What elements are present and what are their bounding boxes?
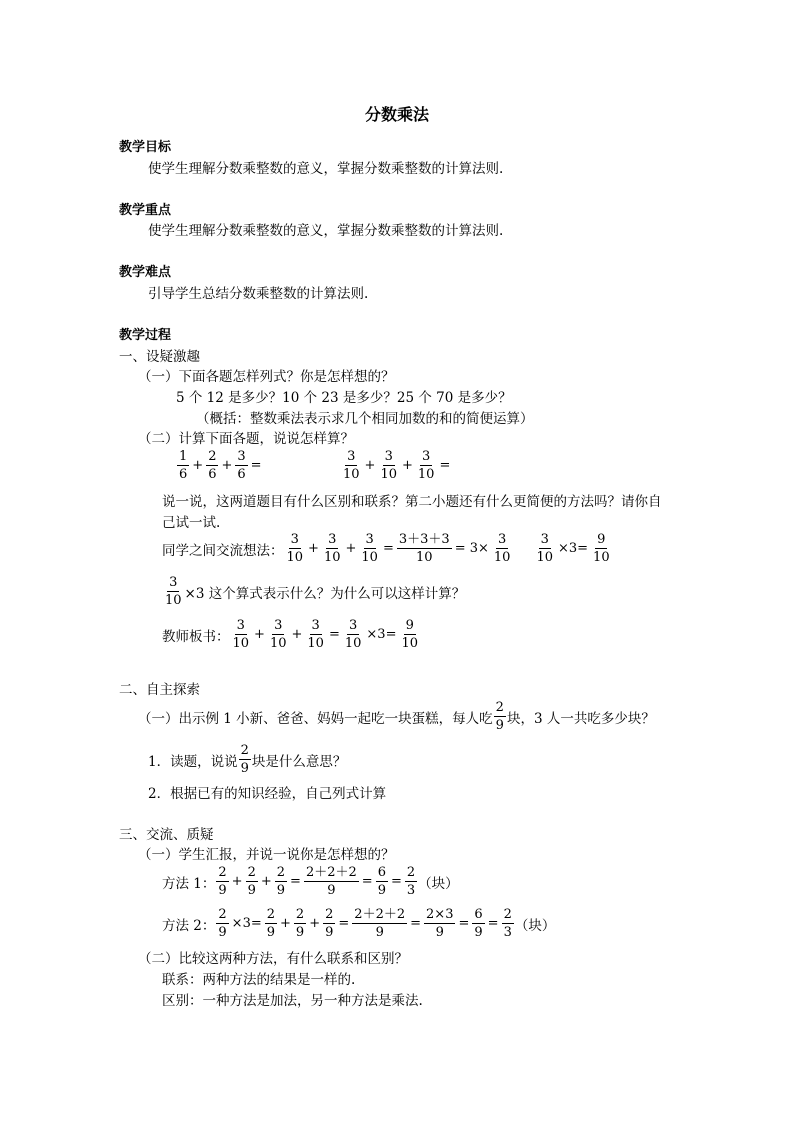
denominator: 10 xyxy=(361,550,378,565)
method1-label: 方法 1： xyxy=(162,875,216,892)
page-title: 分数乘法 xyxy=(364,105,429,124)
denominator: 10 xyxy=(343,467,360,482)
fraction xyxy=(285,533,306,564)
step1-text-b: 块是什么意思？ xyxy=(251,753,347,770)
fraction xyxy=(322,533,343,564)
plus-sign: + xyxy=(291,627,303,642)
numerator: 1 xyxy=(179,449,188,464)
equals-times-three: = 3× xyxy=(454,541,489,556)
fraction xyxy=(305,619,326,650)
plus-sign: + xyxy=(254,627,265,642)
denominator: 9 xyxy=(495,718,504,733)
numerator: 9 xyxy=(597,532,606,547)
denominator: 9 xyxy=(218,883,227,898)
method2-line xyxy=(162,908,555,939)
example1-text-b: 块，3 人一共吃多少块？ xyxy=(506,710,655,727)
section3-part1: （一）学生汇报，并说一说你是怎样想的？ xyxy=(138,847,395,863)
plus-sign: + xyxy=(345,541,357,556)
denominator: 10 xyxy=(417,467,435,482)
denominator: 3 xyxy=(406,883,416,898)
fraction xyxy=(378,450,399,481)
denominator: 6 xyxy=(179,467,188,482)
unit-label: （块） xyxy=(418,875,459,892)
difficult-heading: 教学难点 xyxy=(119,265,172,280)
denominator: 10 xyxy=(323,550,341,565)
denominator: 10 xyxy=(416,550,433,565)
section1-part2: （二）计算下面各题，说说怎样算？ xyxy=(138,431,354,447)
numerator: 2 xyxy=(208,449,217,464)
denominator: 10 xyxy=(344,636,362,651)
expression-tenths xyxy=(340,450,452,481)
fraction xyxy=(216,908,228,939)
plus-sign: + xyxy=(308,541,319,556)
fraction xyxy=(216,866,228,897)
numerator: 3 xyxy=(422,449,431,464)
numerator: 2 xyxy=(218,865,227,880)
section2-title: 二、自主探索 xyxy=(119,682,200,698)
fraction xyxy=(323,908,335,939)
denominator: 9 xyxy=(266,925,276,940)
denominator: 9 xyxy=(295,925,305,940)
denominator: 10 xyxy=(307,636,324,651)
denominator: 9 xyxy=(375,925,384,940)
difference-text: 区别：一种方法是加法，另一种方法是乘法. xyxy=(162,993,423,1009)
goal-text: 使学生理解分数乘整数的意义，掌握分数乘整数的计算法则. xyxy=(148,161,504,177)
numerator: 3 xyxy=(347,449,356,464)
numerator: 3 xyxy=(237,449,246,464)
equals-sign: = xyxy=(410,916,422,931)
fraction xyxy=(399,619,420,650)
numerator: 2 xyxy=(240,743,249,758)
plus-sign: + xyxy=(402,458,413,473)
plus-sign: + xyxy=(364,458,376,473)
fraction xyxy=(294,908,306,939)
equals-sign: = xyxy=(390,874,402,889)
equals-sign: = xyxy=(458,916,470,931)
fraction xyxy=(304,866,359,897)
denominator: 9 xyxy=(327,883,336,898)
denominator: 10 xyxy=(232,636,250,651)
numerator: 2 xyxy=(495,700,504,715)
fraction xyxy=(206,450,218,481)
times-three-equals: ×3= xyxy=(366,627,397,642)
numerator: 2 xyxy=(503,907,512,922)
fraction xyxy=(246,866,258,897)
fraction xyxy=(591,533,612,564)
example1-text-a: （一）出示例 1 小新、爸爸、妈妈一起吃一块蛋糕，每人吃 xyxy=(138,710,493,727)
numerator: 3 xyxy=(384,449,393,464)
denominator: 10 xyxy=(593,550,610,565)
denominator: 10 xyxy=(286,550,304,565)
discussion-line-1: 说一说，这两道题目有什么区别和联系？第二小题还有什么更简便的方法吗？请你自 xyxy=(162,494,662,510)
equals-sign: = xyxy=(250,458,262,473)
denominator: 9 xyxy=(247,883,256,898)
fraction xyxy=(472,908,484,939)
exchange-line xyxy=(162,533,613,564)
exchange-label: 同学之间交流想法： xyxy=(162,542,284,559)
plus-sign: + xyxy=(280,916,291,931)
numerator: 3 xyxy=(311,618,320,633)
section3-title: 三、交流、质疑 xyxy=(119,827,214,843)
numerator: 6 xyxy=(377,865,386,880)
fraction xyxy=(341,450,362,481)
denominator: 9 xyxy=(218,925,227,940)
numerator: 2 xyxy=(276,865,286,880)
denominator: 6 xyxy=(208,467,217,482)
numerator: 2 xyxy=(325,907,334,922)
fraction xyxy=(239,744,251,775)
numerator: 3 xyxy=(236,618,245,633)
numerator: 3 xyxy=(348,618,358,633)
plus-sign: + xyxy=(260,874,272,889)
key-heading: 教学重点 xyxy=(119,203,172,218)
equals-sign: = xyxy=(328,627,340,642)
fraction xyxy=(177,450,189,481)
board-label: 教师板书： xyxy=(162,628,230,645)
fraction xyxy=(397,533,452,564)
relation-text: 联系：两种方法的结果是一样的. xyxy=(162,972,356,988)
fraction xyxy=(343,619,364,650)
numerator: 3 xyxy=(274,618,283,633)
equals-sign: = xyxy=(338,916,350,931)
numerator: 3 xyxy=(169,575,178,590)
denominator: 9 xyxy=(325,925,334,940)
section3-part2: （二）比较这两种方法，有什么联系和区别？ xyxy=(138,951,408,967)
plus-sign: + xyxy=(192,458,204,473)
numerator: 3 xyxy=(290,532,299,547)
times-three-equals: ×3= xyxy=(231,916,262,931)
section1-title: 一、设疑激趣 xyxy=(119,349,200,365)
numerator: 9 xyxy=(405,618,414,633)
numerator: 2＋2＋2 xyxy=(305,865,357,880)
step1-text-a: 1．读题，说说 xyxy=(148,753,238,770)
denominator: 9 xyxy=(435,925,444,940)
fraction xyxy=(494,701,506,732)
denominator: 10 xyxy=(380,467,397,482)
numerator: 2 xyxy=(247,865,256,880)
expression-sixths xyxy=(176,450,264,481)
plus-sign: + xyxy=(309,916,321,931)
denominator: 10 xyxy=(269,636,287,651)
numerator: 2 xyxy=(218,907,227,922)
section1-note: （概括：整数乘法表示求几个相同加数的和的简便运算） xyxy=(196,411,534,427)
equals-sign: = xyxy=(290,874,301,889)
fraction xyxy=(376,866,388,897)
numerator: 2 xyxy=(295,907,305,922)
numerator: 2＋2＋2 xyxy=(354,907,406,922)
denominator: 3 xyxy=(503,925,512,940)
numerator: 3 xyxy=(540,532,549,547)
fraction xyxy=(352,908,407,939)
denominator: 9 xyxy=(276,883,286,898)
equals-sign: = xyxy=(439,458,451,473)
fraction xyxy=(416,450,437,481)
step2-text: 2．根据已有的知识经验，自己列式计算 xyxy=(148,786,387,802)
numerator: 3 xyxy=(328,532,337,547)
fraction xyxy=(492,533,513,564)
fraction xyxy=(534,533,555,564)
fraction xyxy=(231,619,252,650)
plus-sign: + xyxy=(221,458,233,473)
denominator: 10 xyxy=(536,550,553,565)
fraction xyxy=(275,866,287,897)
denominator: 10 xyxy=(493,550,511,565)
plus-sign: + xyxy=(231,874,243,889)
equals-sign: = xyxy=(487,916,499,931)
ask-line xyxy=(162,576,465,607)
fraction xyxy=(405,866,417,897)
numerator: 2×3 xyxy=(426,907,454,922)
example1-line xyxy=(138,701,655,732)
numerator: 2 xyxy=(266,907,276,922)
fraction xyxy=(163,576,184,607)
denominator: 9 xyxy=(377,883,386,898)
board-line xyxy=(162,619,421,650)
equals-sign: = xyxy=(382,541,394,556)
ask-text: ×3 这个算式表示什么？为什么可以这样计算？ xyxy=(184,585,466,602)
difficult-text: 引导学生总结分数乘整数的计算法则. xyxy=(148,286,369,302)
fraction xyxy=(268,619,289,650)
denominator: 9 xyxy=(474,925,483,940)
denominator: 9 xyxy=(240,761,249,776)
section1-questions: 5 个 12 是多少？10 个 23 是多少？25 个 70 是多少？ xyxy=(176,390,512,406)
numerator: 3 xyxy=(365,532,374,547)
denominator: 10 xyxy=(401,636,419,651)
step1-line xyxy=(148,744,346,775)
fraction xyxy=(265,908,277,939)
process-heading: 教学过程 xyxy=(119,328,172,343)
fraction xyxy=(424,908,455,939)
unit-label: （块） xyxy=(514,917,556,934)
numerator: 2 xyxy=(406,865,416,880)
goal-heading: 教学目标 xyxy=(119,140,172,155)
method2-label: 方法 2： xyxy=(162,917,216,934)
numerator: 3＋3＋3 xyxy=(398,532,450,547)
denominator: 6 xyxy=(237,467,246,482)
fraction xyxy=(502,908,514,939)
method1-line xyxy=(162,866,459,897)
key-text: 使学生理解分数乘整数的意义，掌握分数乘整数的计算法则. xyxy=(148,223,504,239)
numerator: 3 xyxy=(498,532,507,547)
times-three-equals: ×3= xyxy=(557,541,589,556)
fraction xyxy=(235,450,247,481)
fraction xyxy=(359,533,380,564)
numerator: 6 xyxy=(474,907,483,922)
denominator: 10 xyxy=(165,593,182,608)
equals-sign: = xyxy=(361,874,373,889)
discussion-line-2: 己试一试. xyxy=(162,515,221,531)
section1-part1: （一）下面各题怎样列式？你是怎样想的？ xyxy=(138,369,395,385)
